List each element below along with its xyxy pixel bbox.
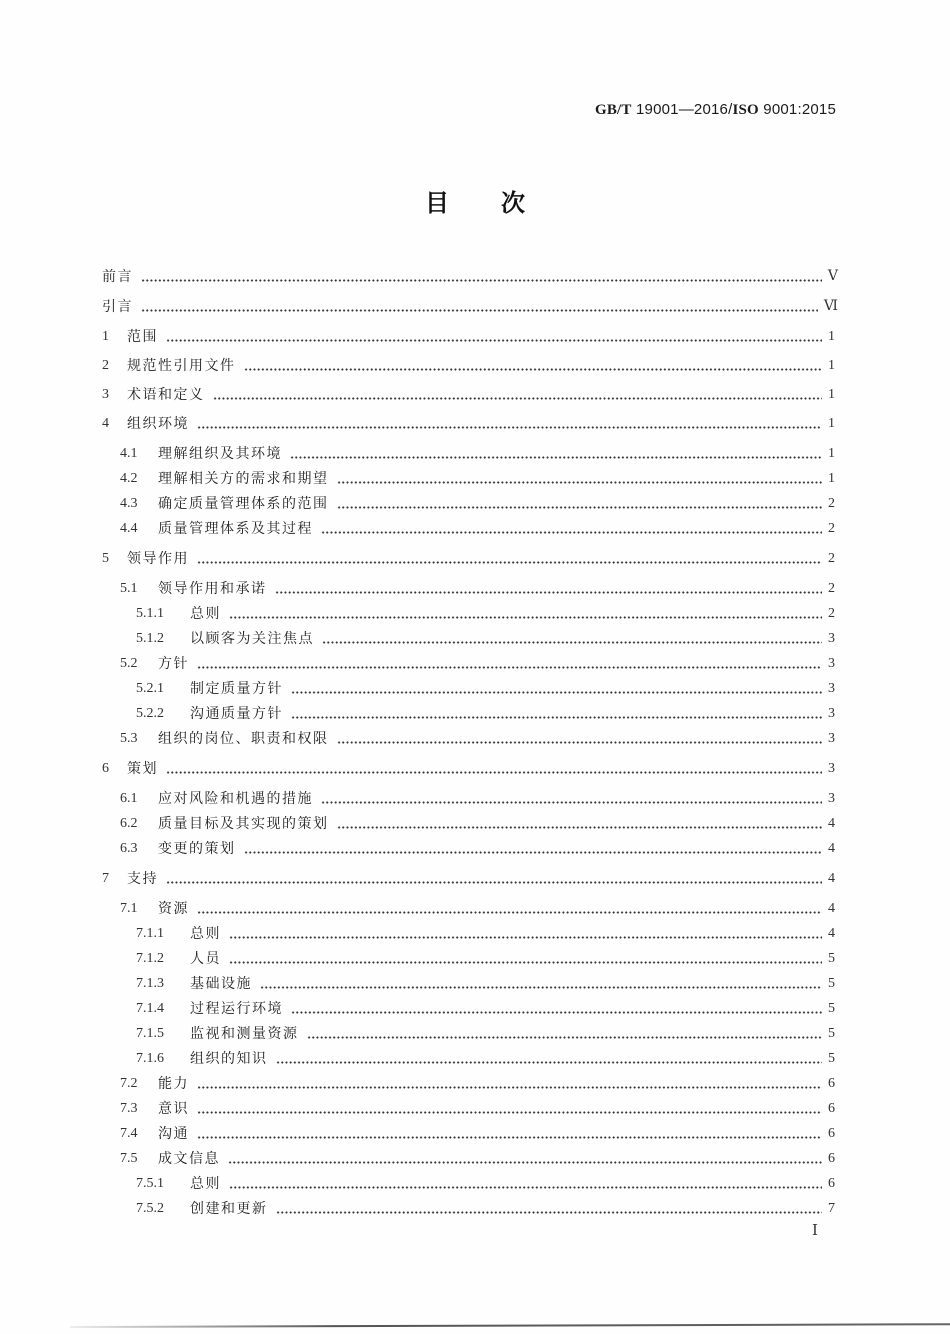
toc-entry-number: 7.2 — [120, 1076, 138, 1091]
toc-entry[interactable] — [136, 996, 838, 1018]
toc-entry-label: 变更的策划 — [158, 841, 236, 857]
toc-entry-page: Ⅴ — [827, 269, 838, 284]
toc-entry-label: 基础设施 — [190, 976, 252, 992]
toc-entry-page: 2 — [828, 521, 835, 536]
toc-entry[interactable] — [120, 1146, 838, 1168]
dot-leader — [141, 279, 822, 282]
toc-entry-label: 理解相关方的需求和期望 — [158, 471, 329, 487]
toc-entry[interactable] — [102, 353, 838, 375]
dot-leader — [337, 826, 823, 829]
toc-entry-number: 7.4 — [120, 1126, 138, 1141]
toc-entry[interactable] — [102, 264, 838, 286]
dot-leader — [228, 1161, 822, 1164]
toc-entry-page: 3 — [828, 791, 835, 806]
dot-leader — [307, 1036, 823, 1039]
toc-entry[interactable] — [102, 411, 838, 433]
toc-entry-page: 3 — [828, 631, 835, 646]
dot-leader — [244, 851, 823, 854]
standard-code-iso: ISO — [732, 102, 759, 118]
toc-entry[interactable] — [120, 516, 838, 538]
dot-leader — [291, 716, 822, 719]
toc-entry-number: 5.1.1 — [136, 606, 164, 621]
toc-entry-number: 2 — [102, 358, 109, 373]
dot-leader — [197, 1136, 822, 1139]
toc-entry[interactable] — [136, 601, 838, 623]
toc-entry-page: 4 — [828, 871, 835, 886]
toc-entry-number: 6.1 — [120, 791, 138, 806]
toc-entry-number: 5.2 — [120, 656, 138, 671]
toc-entry-number: 7.5.1 — [136, 1176, 164, 1191]
toc-entry-page: 6 — [828, 1176, 835, 1191]
toc-entry-page: 5 — [828, 951, 835, 966]
toc-entry-page: 1 — [828, 471, 835, 486]
toc-entry-number: 7.3 — [120, 1101, 138, 1116]
standard-code-gb-number: 19001—2016/ — [631, 101, 733, 118]
toc-entry-page: 1 — [828, 446, 835, 461]
dot-leader — [276, 1211, 823, 1214]
toc-entry-number: 7 — [102, 871, 109, 886]
toc-entry-number: 5.2.1 — [136, 681, 164, 696]
toc-entry[interactable] — [120, 786, 838, 808]
dot-leader — [276, 1061, 823, 1064]
dot-leader — [229, 961, 822, 964]
toc-entry[interactable] — [136, 1171, 838, 1193]
toc-entry[interactable] — [102, 324, 838, 346]
dot-leader — [337, 741, 823, 744]
dot-leader — [197, 911, 822, 914]
toc-entry[interactable] — [102, 756, 838, 778]
toc-entry-number: 5.1 — [120, 581, 138, 596]
dot-leader — [166, 771, 822, 774]
dot-leader — [244, 368, 823, 371]
toc-entry[interactable] — [136, 921, 838, 943]
toc-entry[interactable] — [120, 1096, 838, 1118]
toc-entry-number: 4.3 — [120, 496, 138, 511]
dot-leader — [229, 1186, 822, 1189]
toc-entry-number: 6.2 — [120, 816, 138, 831]
toc-entry-label: 方针 — [158, 656, 189, 672]
toc-entry-label: 总则 — [190, 606, 221, 622]
toc-entry[interactable] — [136, 1196, 838, 1218]
toc-entry-label: 沟通 — [158, 1126, 189, 1142]
toc-entry-label: 术语和定义 — [127, 387, 205, 403]
toc-entry-label: 沟通质量方针 — [190, 706, 283, 722]
toc-entry-page: 6 — [828, 1126, 835, 1141]
toc-entry-page: 2 — [828, 581, 835, 596]
toc-entry-number: 4 — [102, 416, 109, 431]
toc-entry-page: 1 — [828, 329, 835, 344]
toc-entry-label: 过程运行环境 — [190, 1001, 283, 1017]
page-title: 目次 — [425, 189, 577, 217]
toc-entry-page: 6 — [828, 1076, 835, 1091]
standard-code-gbt: GB/T — [594, 102, 632, 118]
dot-leader — [337, 506, 823, 509]
toc-entry-number: 7.1.4 — [136, 1001, 164, 1016]
toc-entry[interactable] — [120, 811, 838, 833]
toc-entry[interactable] — [136, 1021, 838, 1043]
toc-entry-page: 5 — [828, 1001, 835, 1016]
dot-leader — [197, 1111, 822, 1114]
toc-entry-label: 质量目标及其实现的策划 — [158, 816, 329, 832]
toc-entry-page: 4 — [828, 926, 835, 941]
dot-leader — [197, 561, 822, 564]
toc-entry-label: 组织的知识 — [190, 1051, 268, 1067]
dot-leader — [321, 801, 822, 804]
toc-entry[interactable] — [102, 294, 838, 316]
toc-entry-label: 总则 — [190, 926, 221, 942]
toc-entry[interactable] — [120, 1071, 838, 1093]
toc-entry-label: 制定质量方针 — [190, 681, 283, 697]
toc-entry-label: 理解组织及其环境 — [158, 446, 282, 462]
dot-leader — [166, 339, 822, 342]
toc-entry[interactable] — [102, 546, 838, 568]
toc-entry-label: 前言 — [102, 269, 133, 285]
toc-entry[interactable] — [120, 726, 838, 748]
toc-entry[interactable] — [120, 896, 838, 918]
toc-entry[interactable] — [136, 701, 838, 723]
toc-entry-number: 6 — [102, 761, 109, 776]
toc-entry-page: 4 — [828, 901, 835, 916]
toc-entry-number: 5.2.2 — [136, 706, 164, 721]
toc-entry-number: 7.1.1 — [136, 926, 164, 941]
toc-entry-number: 4.1 — [120, 446, 138, 461]
toc-entry-number: 5.3 — [120, 731, 138, 746]
toc-entry-number: 3 — [102, 387, 109, 402]
dot-leader — [322, 641, 822, 644]
toc-entry[interactable] — [102, 866, 838, 888]
toc-entry[interactable] — [120, 441, 838, 463]
toc-entry-label: 领导作用 — [127, 551, 189, 567]
toc-entry-label: 资源 — [158, 901, 189, 917]
dot-leader — [290, 456, 822, 459]
toc-entry[interactable] — [120, 836, 838, 858]
toc-entry-page: 1 — [828, 387, 835, 402]
toc-entry-label: 领导作用和承诺 — [158, 581, 267, 597]
dot-leader — [229, 936, 822, 939]
toc-entry-label: 意识 — [158, 1101, 189, 1117]
toc-entry-number: 1 — [102, 329, 109, 344]
toc-entry-page: 3 — [828, 731, 835, 746]
toc-entry-number: 7.1.2 — [136, 951, 164, 966]
toc-entry-page: 1 — [828, 416, 835, 431]
toc-entry-page: 5 — [828, 1051, 835, 1066]
toc-entry-label: 支持 — [127, 871, 158, 887]
toc-entry-label: 规范性引用文件 — [127, 358, 236, 374]
dot-leader — [260, 986, 822, 989]
dot-leader — [337, 481, 823, 484]
toc-entry-label: 人员 — [190, 951, 221, 967]
toc-entry-label: 创建和更新 — [190, 1201, 268, 1217]
toc-entry-label: 以顾客为关注焦点 — [190, 631, 314, 647]
dot-leader — [141, 309, 818, 312]
toc-entry[interactable] — [120, 651, 838, 673]
toc-entry[interactable] — [120, 576, 838, 598]
toc-entry[interactable] — [136, 946, 838, 968]
toc-entry-number: 4.4 — [120, 521, 138, 536]
toc-entry[interactable] — [120, 466, 838, 488]
dot-leader — [229, 616, 822, 619]
toc-entry[interactable] — [136, 676, 838, 698]
toc-entry[interactable] — [120, 1121, 838, 1143]
toc-entry-label: 监视和测量资源 — [190, 1026, 299, 1042]
toc-entry-page: 2 — [828, 551, 835, 566]
toc-entry-page: 3 — [828, 761, 835, 776]
dot-leader — [291, 691, 822, 694]
toc-entry-page: 6 — [828, 1151, 835, 1166]
toc-entry-page: 3 — [828, 656, 835, 671]
toc-entry-number: 7.5 — [120, 1151, 138, 1166]
toc-entry-number: 7.1.6 — [136, 1051, 164, 1066]
dot-leader — [197, 666, 822, 669]
toc-entry[interactable] — [136, 626, 838, 648]
toc-entry-label: 总则 — [190, 1176, 221, 1192]
toc-entry[interactable] — [102, 382, 838, 404]
dot-leader — [321, 531, 822, 534]
toc-entry-label: 质量管理体系及其过程 — [158, 521, 313, 537]
toc-entry-page: 4 — [828, 841, 835, 856]
toc-entry[interactable] — [136, 971, 838, 993]
toc-entry-page: Ⅵ — [823, 299, 838, 314]
toc-entry-number: 7.5.2 — [136, 1201, 164, 1216]
toc-entry-page: 5 — [828, 1026, 835, 1041]
toc-entry-page: 3 — [828, 681, 835, 696]
toc-entry-page: 7 — [828, 1201, 835, 1216]
toc-entry-label: 范围 — [127, 329, 158, 345]
dot-leader — [213, 397, 823, 400]
toc-entry-label: 应对风险和机遇的措施 — [158, 791, 313, 807]
toc-entry-number: 4.2 — [120, 471, 138, 486]
toc-entry-number: 5.1.2 — [136, 631, 164, 646]
toc-entry-page: 6 — [828, 1101, 835, 1116]
toc-entry-number: 7.1.5 — [136, 1026, 164, 1041]
toc-entry-label: 能力 — [158, 1076, 189, 1092]
toc-entry-label: 组织环境 — [127, 416, 189, 432]
dot-leader — [197, 1086, 822, 1089]
toc-entry-page: 2 — [828, 606, 835, 621]
dot-leader — [291, 1011, 822, 1014]
toc-entry-number: 7.1.3 — [136, 976, 164, 991]
toc-entry-page: 3 — [828, 706, 835, 721]
toc-entry-number: 6.3 — [120, 841, 138, 856]
dot-leader — [275, 591, 823, 594]
toc-entry-number: 7.1 — [120, 901, 138, 916]
toc-entry-label: 确定质量管理体系的范围 — [158, 496, 329, 512]
toc-entry-label: 组织的岗位、职责和权限 — [158, 731, 329, 747]
dot-leader — [166, 881, 822, 884]
toc-entry-label: 成文信息 — [158, 1151, 220, 1167]
toc-entry-page: 5 — [828, 976, 835, 991]
standard-code-iso-number: 9001:2015 — [758, 101, 836, 118]
toc-entry-number: 5 — [102, 551, 109, 566]
toc-entry-label: 引言 — [102, 299, 133, 315]
dot-leader — [197, 426, 822, 429]
toc-entry-label: 策划 — [127, 761, 158, 777]
toc-entry-page: 1 — [828, 358, 835, 373]
toc-entry-page: 2 — [828, 496, 835, 511]
page-number: Ⅰ — [812, 1223, 818, 1239]
toc-entry[interactable] — [136, 1046, 838, 1068]
toc-entry-page: 4 — [828, 816, 835, 831]
toc-entry[interactable] — [120, 491, 838, 513]
